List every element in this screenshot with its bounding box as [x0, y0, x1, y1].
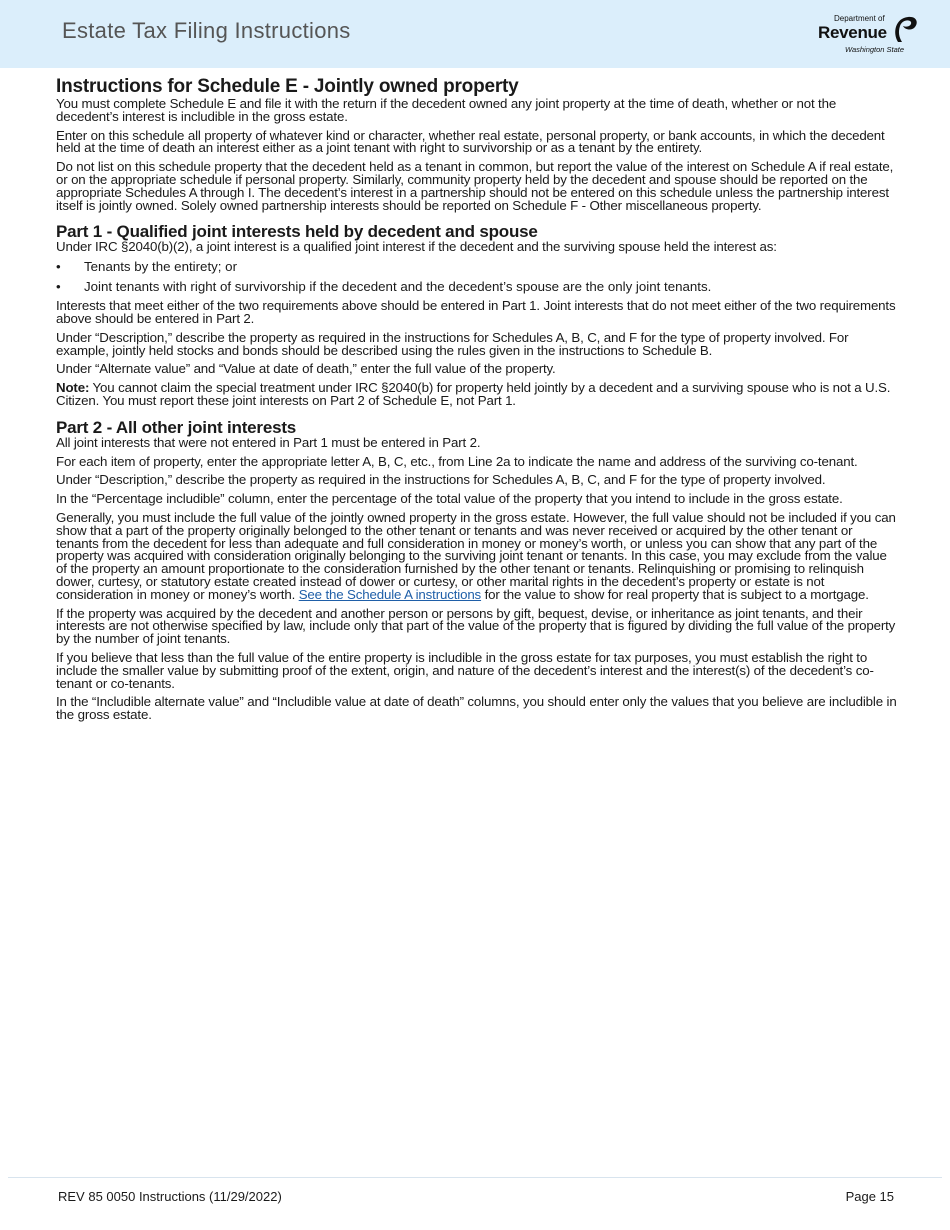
intro-paragraph: You must complete Schedule E and file it with the return if the decedent owned any joint property at the time of death, whether or not the decedent’s interest is includible in the gross estate. — [56, 96, 837, 124]
part2-paragraph: In the “Percentage includible” column, enter the percentage of the total value of the property that you intend to include in the gross estate. — [56, 491, 843, 507]
general-text: Generally, you must include the full value of the jointly owned property in the gross estate. However, the full value should not be included if you can show that a part of the property originally belonged to the other tenant or tenants and was never received or acquired by the other tenant or tenants from the decedent for less than adequate and full consideration in money or money’s worth, or unless you can show that any part of the property was acquired with consideration originally belonging to the surviving joint tenant or tenants. In this case, you may exclude from the value of the property an amount proportionate to the consideration furnished by the other tenant or tenants. Relinquishing or promising to relinquish dower, curtesy, or statutory estate created instead of dower or curtesy, or other marital rights in the decedent’s property or estate is not consideration in money or money’s worth. — [56, 509, 896, 602]
footer-divider — [8, 1177, 942, 1178]
note-text: You cannot claim the special treatment under IRC §2040(b) for property held jointly by a decedent and a surviving spouse who is not a U.S. Citizen. You must report these joint interests on Part 2 of Schedule E, not Part 1. — [56, 380, 891, 408]
page-header — [0, 0, 950, 68]
intro-paragraph: Do not list on this schedule property that the decedent held as a tenant in common, but report the value of the interest on Schedule A if real estate, or on the appropriate schedule if personal property. Similarly, community property held by the decedent and spouse should be reported on the appropriate Schedules A through I. The decedent’s interest in a partnership should not be entered on this schedule unless the partnership interest itself is jointly owned. Solely owned partnership interests should be reported on Schedule F - Other miscellaneous property. — [56, 159, 894, 213]
note-paragraph — [56, 382, 898, 408]
bullet-item — [56, 260, 898, 273]
schedule-a-instructions-link[interactable]: See the Schedule A instructions — [298, 586, 482, 602]
logo-line3: Washington State — [845, 45, 905, 54]
part1-paragraph: Under “Description,” describe the property as required in the instructions for Schedules A, B, C, and F for the type of property involved. For example, jointly held stocks and bonds should be described using the rules given in the instructions to Schedule B. — [56, 329, 849, 358]
general-after-text: for the value to show for real property that is subject to a mortgage. — [481, 586, 869, 602]
logo-line1: Department of — [834, 14, 885, 23]
header-title: Estate Tax Filing Instructions — [62, 18, 351, 43]
part1-paragraph: Under IRC §2040(b)(2), a joint interest is a qualified joint interest if the decedent and the surviving spouse held the interest as: — [56, 239, 777, 255]
part1-paragraph: Under “Alternate value” and “Value at date of death,” enter the full value of the property. — [56, 361, 556, 377]
dor-logo — [818, 14, 928, 58]
part1-heading: Part 1 - Qualified joint interests held by decedent and spouse — [56, 222, 538, 242]
logo-swirl-icon — [890, 14, 920, 44]
part2-paragraph: Under “Description,” describe the property as required in the instructions for Schedules A, B, C, and F for the type of property involved. — [56, 472, 826, 488]
logo-line2: Revenue — [818, 23, 887, 42]
part2-paragraph — [56, 509, 898, 602]
part1-paragraph: Interests that meet either of the two requirements above should be entered in Part 1. Joint interests that do not meet either of the two requirements above should be entered in Part 2. — [56, 298, 896, 326]
intro-paragraph: Enter on this schedule all property of whatever kind or character, whether real estate, personal property, or bank accounts, in which the decedent held at the time of death an interest either as a joint tenant with right to survivorship or as a tenant by the entirety. — [56, 127, 885, 156]
part2-heading: Part 2 - All other joint interests — [56, 417, 297, 437]
document-body — [56, 76, 898, 728]
bullet-item — [56, 280, 898, 293]
part2-paragraph: If the property was acquired by the decedent and another person or persons by gift, bequest, devise, or inheritance as joint tenants, and their interests are not otherwise specified by law, include only that part of the value of the property that is figured by dividing the full value of the property by the number of joint tenants. — [56, 605, 896, 647]
part2-paragraph: All joint interests that were not entered in Part 1 must be entered in Part 2. — [56, 434, 481, 450]
bullet-text: Joint tenants with right of survivorship if the decedent and the decedent’s spouse are the only joint tenants. — [84, 279, 712, 295]
part2-paragraph: In the “Includible alternate value” and “Includible value at date of death” columns, you should enter only the values that you believe are includible in the gross estate. — [56, 694, 897, 723]
bullet-icon: • — [56, 279, 61, 295]
note-label: Note: — [56, 380, 90, 396]
part2-paragraph: For each item of property, enter the appropriate letter A, B, C, etc., from Line 2a to indicate the name and address of the surviving co-tenant. — [56, 453, 858, 469]
form-number: REV 85 0050 Instructions (11/29/2022) — [58, 1189, 282, 1204]
page-number: Page 15 — [845, 1189, 894, 1204]
part2-paragraph: If you believe that less than the full value of the entire property is includible in the gross estate for tax purposes, you must establish the right to include the smaller value by submitting proof of the extent, origin, and nature of the decedent’s interest and the interest(s) of the decedent’s co-tenant or co-tenants. — [56, 649, 874, 691]
bullet-text: Tenants by the entirety; or — [84, 259, 237, 275]
bullet-icon: • — [56, 259, 61, 275]
page-heading: Instructions for Schedule E - Jointly owned property — [56, 76, 519, 97]
